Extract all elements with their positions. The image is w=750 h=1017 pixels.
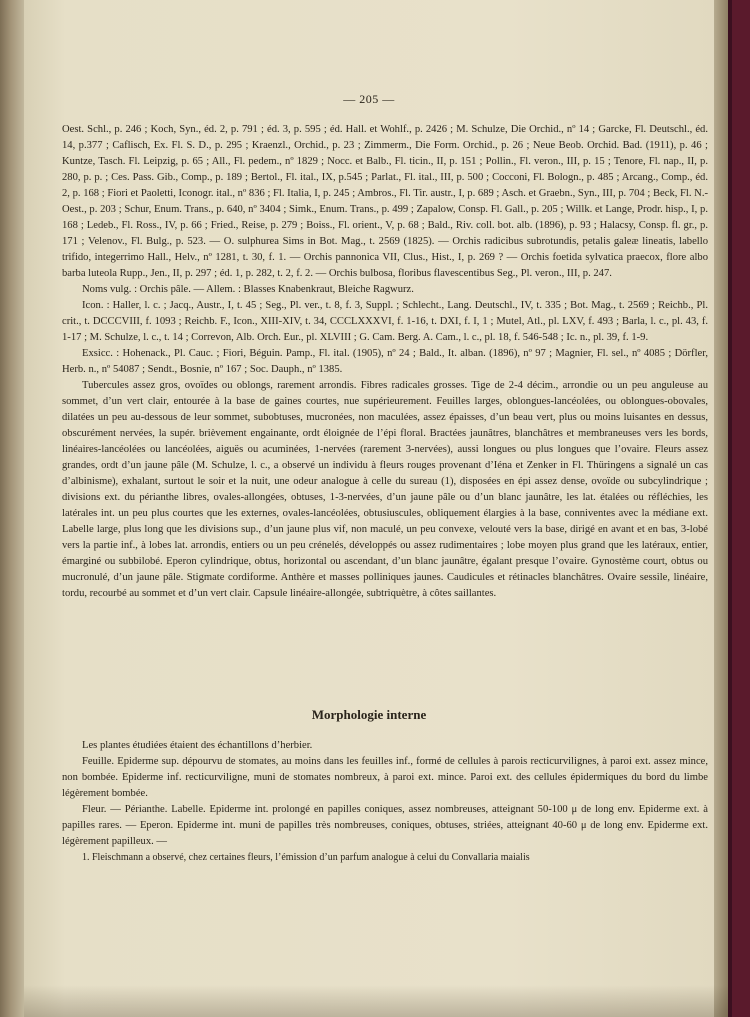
book-binding xyxy=(0,0,24,1017)
species-description xyxy=(62,122,708,602)
page-shadow xyxy=(24,985,728,1017)
page-edge xyxy=(714,0,728,1017)
section-heading: Morphologie interne xyxy=(311,707,427,722)
iconography-paragraph: Icon. : Haller, l. c. ; Jacq., Austr., I, t. 45 ; Seg., Pl. ver., t. 8, f. 3, Suppl. ; Schlecht., Lang. Deutschl., IV, t. 335 ; Bot. Mag., t. 2569 ; Reichb., Pl. crit., t. DCCCVIII, f. 1093 ; Reichb. F., Icon., XIII-XIV, t. 34, CCCLXXXVI, f. 1-16, t. DXI, f. I, 1 ; Mutel, Atl., pl. LXV, f. 493 ; Barla, l. c., pl. 43, f. 1-17 ; M. Schulze, l. c., t. 14 ; Correvon, Alb. Orch. Eur., pl. XLVIII ; G. Cam. Berg. A. Cam., l. c., pl. 18, f. 546-548 ; Ic. n., pl. 39, f. 1-9. xyxy=(62,300,708,343)
page-number: — 205 — xyxy=(343,92,395,106)
description-paragraph: Tubercules assez gros, ovoïdes ou oblongs, rarement arrondis. Fibres radicales grosses. Tige de 2-4 décim., arrondie ou un peu anguleuse au sommet, d’un vert clair, entourée à la base de gaines courtes, nue supérieurement. Feuilles larges, oblongues-lancéolées, ou oblongues-obovales, dilatées un peu au-dessous de leur sommet, subobtuses, mucronées, non maculées, assez épaisses, d’un beau vert, plus ou moins luisantes en dessus, obscurément nervées, la supér. brièvement engainante, ordt éloignée de l’épi floral. Bractées jaunâtres, blanchâtres et membraneuses vers les bords, linéaires-lancéolées ou lancéolées, aiguës ou acuminées, 1-nervées (rarement 3-nervées), aussi longues ou plus longues que l’ovaire. Fleurs assez grandes, ordt d’un jaune pâle (M. Schulze, l. c., a observé un individu à fleurs rouges provenant d’Iéna et Zenker in Fl. Thüringens a signalé un cas d’albinisme), exhalant, surtout le soir et la nuit, une odeur analogue à celle du sureau (1), disposées en épi assez dense, ovoïde ou subcylindrique ; divisions ext. du périanthe libres, ovales-allongées, obtuses, 1-3-nervées, d’un jaune pâle ou d’un blanc jaunâtre, les lat. étalées ou réfléchies, les latérales int. un peu plus courtes que les externes, ovales-lancéolées, obtusiuscules, obliquement élargies à la base, conniventes avec la médiane ext. Labelle large, plus long que les divisions sup., d’un jaune plus vif, non maculé, un peu convexe, velouté vers la base, dirigé en avant et en bas, 3-lobé vers la partie inf., à lobes lat. arrondis, entiers ou un peu crénelés, développés ou assez rudimentaires ; lobe moyen plus grand que les latéraux, entier, émarginé ou subbilobé. Eperon cylindrique, obtus, horizontal ou ascendant, d’un blanc jaunâtre, égalant presque l’ovaire. Gynostème court, obtus ou mucronulé, d’un jaune pâle. Stigmate cordiforme. Anthère et masses polliniques jaunes. Caudicules et rétinacles blanchâtres. Ovaire sessile, linéaire, tordu, recourbé au sommet et d’un vert clair. Capsule linéaire-allongée, subtriquètre, à côtes saillantes. xyxy=(62,380,708,599)
morphology-paragraph: Les plantes étudiées étaient des échantillons d’herbier. xyxy=(82,740,313,751)
synonymy-paragraph: Oest. Schl., p. 246 ; Koch, Syn., éd. 2, p. 791 ; éd. 3, p. 595 ; éd. Hall. et Wohlf., p. 2426 ; M. Schulze, Die Orchid., nº 14 ; Garcke, Fl. Deutschl., éd. 14, p.377 ; Caflisch, Ex. Fl. S. D., p. 295 ; Kraenzl., Orchid., p. 23 ; Zimmerm., Die Form. Orchid., p. 26 ; Neue Beob. Orchid. Bad. (1911), p. 46 ; Kuntze, Tasch. Fl. Leipzig, p. 65 ; All., Fl. pedem., nº 1829 ; Nocc. et Balb., Fl. ticin., II, p. 151 ; Pollin., Fl. veron., III, p. 15 ; Tenore, Fl. nap., II, p. 280, p. p. ; Ces. Pass. Gib., Comp., p. 189 ; Bertol., Fl. ital., IX, p.545 ; Parlat., Fl. ital., III, p. 500 ; Cocconi, Fl. Bologn., p. 485 ; Arcang., Comp., éd. 2, p. 168 ; Fiori et Paoletti, Iconogr. ital., nº 836 ; Fl. Italia, I, p. 245 ; Ambros., Fl. Tir. austr., I, p. 689 ; Asch. et Graebn., Syn., III, p. 704 ; Beck, Fl. N.-Oest., p. 203 ; Schur, Enum. Trans., p. 640, nº 3404 ; Simk., Enum. Trans., p. 499 ; Zapalow, Consp. Fl. Gall., p. 205 ; Willk. et Lange, Prodr. hisp., I, p. 168 ; Ledeb., Fl. Ross., IV, p. 66 ; Fried., Reise, p. 279 ; Boiss., Fl. orient., V, p. 68 ; Bald., Riv. coll. bot. alb. (1896), p. 93 ; Halacsy, Consp. fl. gr., p. 171 ; Velenov., Fl. Bulg., p. 523. — O. sulphurea Sims in Bot. Mag., t. 2569 (1825). — Orchis radicibus subrotundis, petalis galeæ lineatis, labello trifido, integerrimo Hall., Helv., nº 1281, t. 30, f. 1. — Orchis pannonica VII, Clus., Hist., I, p. 269 ? — Orchis foetida sylvatica praecox, flore albo barba luteola Rupp., Jen., II, p. 297 ; éd. 1, p. 282, t. 2, f. 2. — Orchis bulbosa, floribus flavescentibus Seg., Pl. veron., III, p. 247. xyxy=(62,124,708,279)
morphology-paragraph: Feuille. Epiderme sup. dépourvu de stomates, au moins dans les feuilles inf., formé de cellules à parois recticurvilignes, à paroi ext. assez mince, non bombée. Epiderme inf. recticurviligne, muni de stomates nombreux, à paroi ext. mince. Paroi ext. des cellules épidermiques du bord du limbe légèrement bombée. xyxy=(62,756,708,799)
book-page xyxy=(24,0,714,1017)
vernacular-names: Noms vulg. : Orchis pâle. — Allem. : Blasses Knabenkraut, Bleiche Ragwurz. xyxy=(82,284,414,295)
internal-morphology xyxy=(62,738,708,850)
morphology-paragraph: Fleur. — Périanthe. Labelle. Epiderme int. prolongé en papilles coniques, assez nombreuses, atteignant 50-100 μ de long env. Epiderme ext. à papilles rares. — Eperon. Epiderme int. muni de papilles très nombreuses, coniques, obtuses, striées, atteignant 40-60 μ de long env. Epiderme ext. légèrement papilleux. — xyxy=(62,804,708,847)
exsiccata-paragraph: Exsicc. : Hohenack., Pl. Cauc. ; Fiori, Béguin. Pamp., Fl. ital. (1905), nº 24 ; Bald., It. alban. (1896), nº 97 ; Magnier, Fl. sel., nº 4085 ; Dörfler, Herb. n., nº 54087 ; Sendt., Bosnie, nº 167 ; Soc. Dauph., nº 1385. xyxy=(62,348,708,375)
footnote: 1. Fleischmann a observé, chez certaines fleurs, l’émission d’un parfum analogue à celui du Convallaria maialis xyxy=(82,852,530,863)
cover-edge xyxy=(728,0,732,1017)
